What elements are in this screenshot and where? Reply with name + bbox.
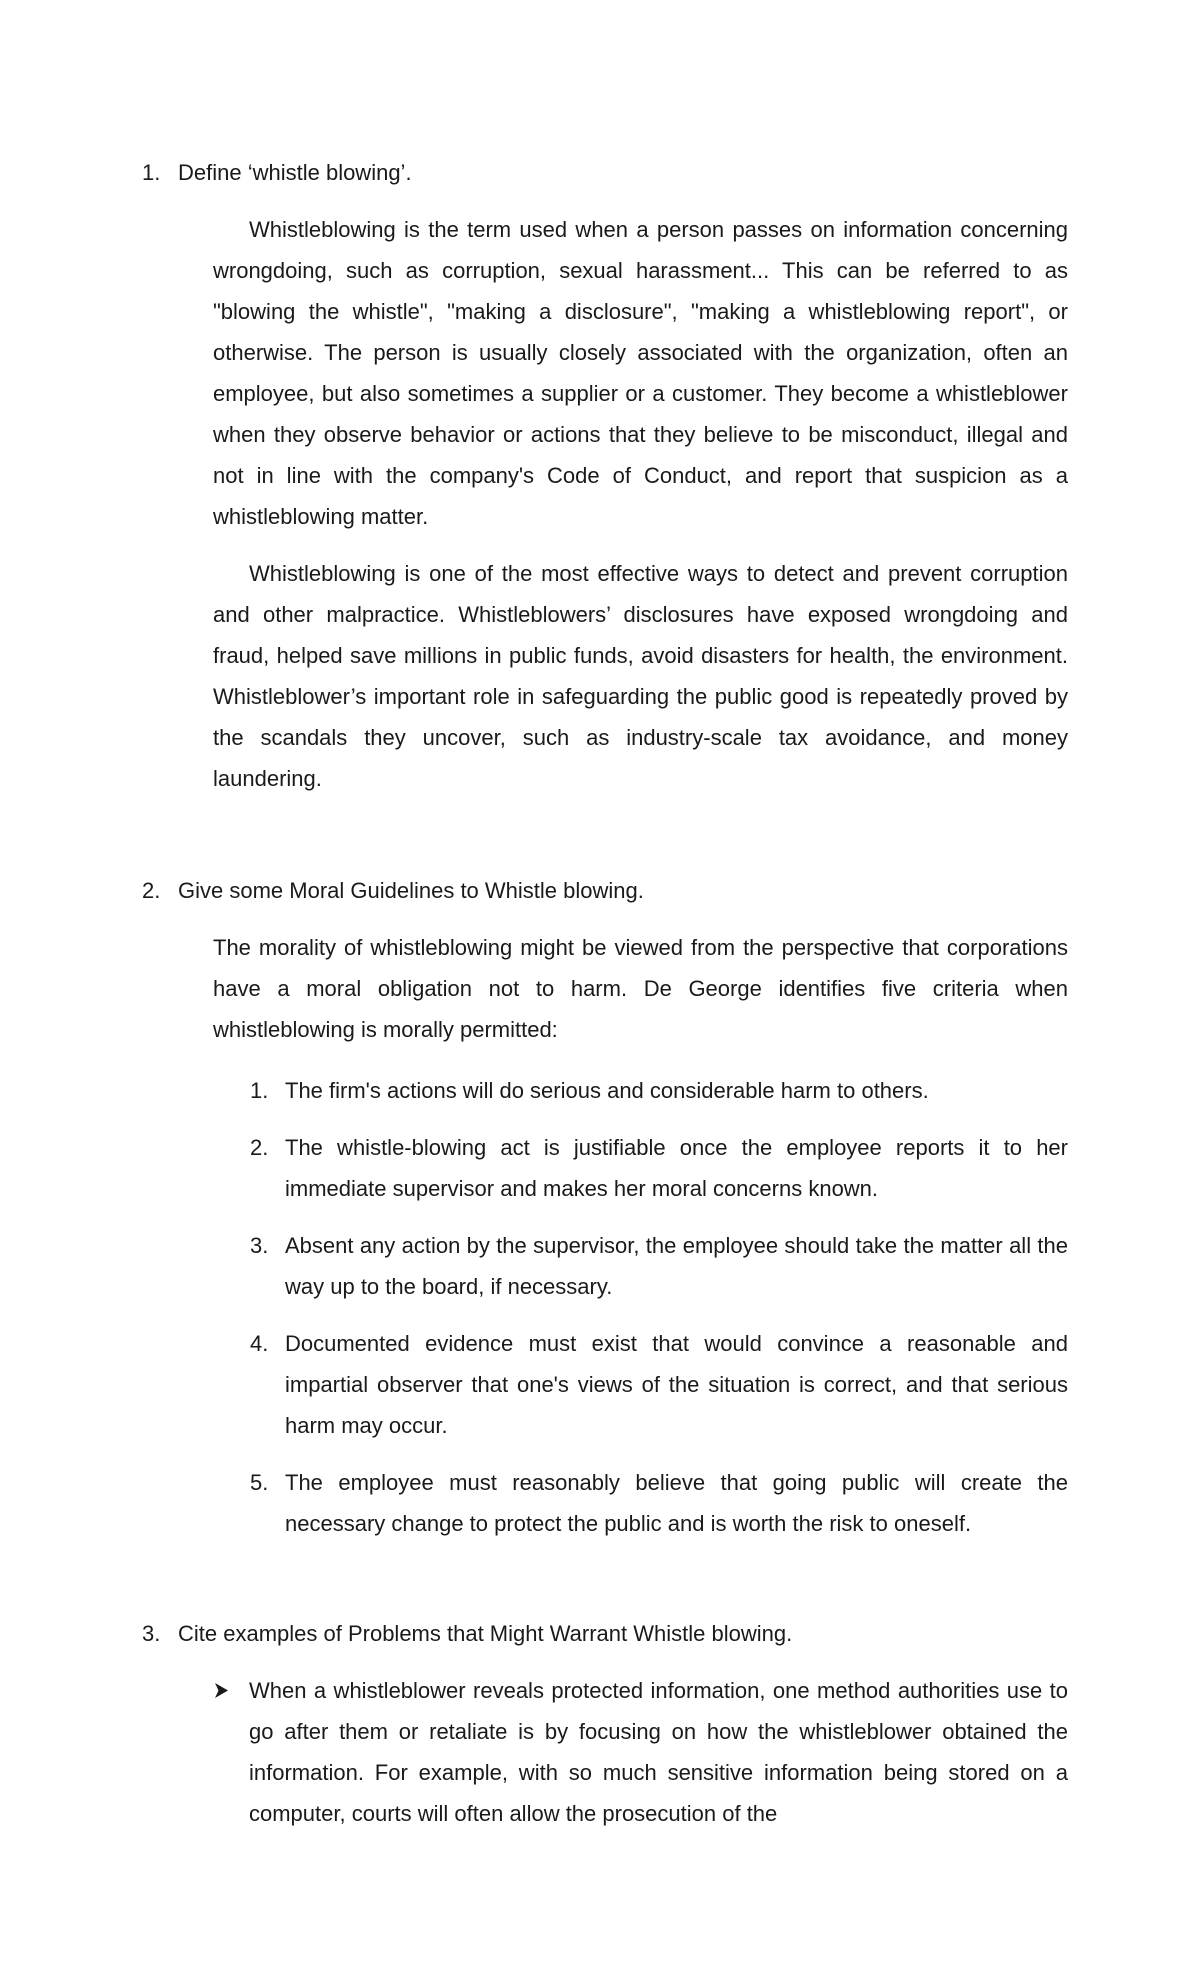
question-1-paragraph-2: Whistleblowing is one of the most effective ways to detect and prevent corruption and other malpractice. Whistleblowers’ disclosures have exposed wrongdoing and fraud, helped save millions in public funds, avoid disasters for health, the environment. Whistleblower’s important role in safeguarding the public good is repeatedly proved by the scandals they uncover, such as industry-scale tax avoidance, and money laundering. <box>213 561 1068 791</box>
criterion-text: The employee must reasonably believe that going public will create the necessary change to protect the public and is worth the risk to oneself. <box>285 1470 1068 1536</box>
question-2-heading <box>142 877 644 905</box>
criterion-item <box>250 1323 1068 1446</box>
criterion-text: The whistle-blowing act is justifiable once the employee reports it to her immediate supervisor and makes her moral concerns known. <box>285 1135 1068 1201</box>
criterion-item <box>250 1127 1068 1209</box>
criterion-number: 5. <box>250 1470 269 1495</box>
question-2-intro: The morality of whistleblowing might be viewed from the perspective that corporations have a moral obligation not to harm. De George identifies five criteria when whistleblowing is morally permitted: <box>213 935 1068 1042</box>
question-3-bullet-text: When a whistleblower reveals protected information, one method authorities use to go after them or retaliate is by focusing on how the whistleblower obtained the information. For example, with so much sensitive information being stored on a computer, courts will often allow the prosecution of the <box>249 1678 1068 1826</box>
question-3-heading <box>142 1620 792 1648</box>
criterion-number: 2. <box>250 1135 269 1160</box>
question-3-number: 3. <box>142 1621 161 1646</box>
question-1-title: Define ‘whistle blowing’. <box>178 160 412 185</box>
criterion-number: 1. <box>250 1078 269 1103</box>
criterion-item <box>250 1225 1068 1307</box>
question-2-number: 2. <box>142 878 161 903</box>
criterion-number: 4. <box>250 1331 269 1356</box>
criteria-list <box>250 1070 1068 1560</box>
question-1-heading <box>142 159 412 187</box>
question-3-bullet-item <box>213 1670 1068 1834</box>
arrowhead-bullet-icon <box>213 1670 231 1726</box>
question-1-number: 1. <box>142 160 161 185</box>
criterion-text: Absent any action by the supervisor, the employee should take the matter all the way up to the board, if necessary. <box>285 1233 1068 1299</box>
question-1-paragraph-1: Whistleblowing is the term used when a person passes on information concerning wrongdoing, such as corruption, sexual harassment... This can be referred to as "blowing the whistle", "making a disclosure", "making a whistleblowing report", or otherwise. The person is usually closely associated with the organization, often an employee, but also sometimes a supplier or a customer. They become a whistleblower when they observe behavior or actions that they believe to be misconduct, illegal and not in line with the company's Code of Conduct, and report that suspicion as a whistleblowing matter. <box>213 217 1068 529</box>
arrowhead-bullet-icon-svg <box>213 1670 231 1711</box>
question-3-title: Cite examples of Problems that Might Warrant Whistle blowing. <box>178 1621 793 1646</box>
criterion-text: Documented evidence must exist that would convince a reasonable and impartial observer that one's views of the situation is correct, and that serious harm may occur. <box>285 1331 1068 1438</box>
criterion-item <box>250 1070 1068 1111</box>
criterion-number: 3. <box>250 1233 269 1258</box>
criterion-item <box>250 1462 1068 1544</box>
criterion-text: The firm's actions will do serious and considerable harm to others. <box>285 1078 929 1103</box>
question-2-title: Give some Moral Guidelines to Whistle blowing. <box>178 878 644 903</box>
